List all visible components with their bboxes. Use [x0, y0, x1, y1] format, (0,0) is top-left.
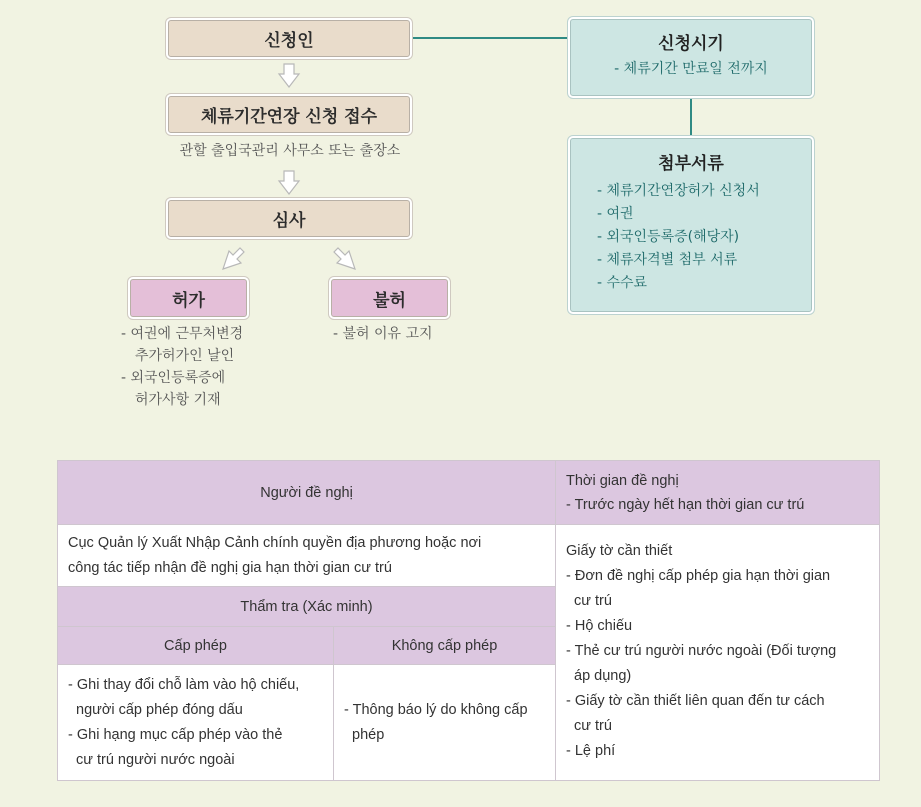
- docs-item: - Giấy tờ cần thiết liên quan đến tư cách: [566, 693, 825, 709]
- docs-item: cư trú: [574, 718, 612, 734]
- docs-item: - Thẻ cư trú người nước ngoài (Đối tượng: [566, 643, 837, 659]
- document-item: - 외국인등록증(해당자): [597, 229, 740, 245]
- connector-line: [690, 96, 692, 138]
- time-item: - Trước ngày hết hạn thời gian cư trú: [566, 496, 805, 513]
- approve-note-line: - 외국인등록증에: [121, 370, 226, 386]
- application-period-box: [570, 19, 812, 96]
- approve-actions-cell: [58, 665, 334, 781]
- deny-box: [331, 279, 448, 317]
- approve-note-line: - 여권에 근무처변경: [121, 326, 244, 342]
- approve-box: [130, 279, 247, 317]
- deny-label: 불허: [373, 290, 406, 311]
- documents-title: 첨부서류: [658, 154, 724, 174]
- required-documents-box: [570, 138, 812, 312]
- approve-note-line: 허가사항 기재: [135, 392, 221, 408]
- docs-title: Giấy tờ cần thiết: [566, 543, 673, 559]
- docs-item: - Hộ chiếu: [566, 618, 633, 634]
- diagonal-arrow-left-icon: [220, 248, 246, 272]
- document-item: - 여권: [597, 206, 634, 222]
- period-title: 신청시기: [658, 34, 724, 54]
- agency-line: công tác tiếp nhận đề nghị gia hạn thời gian cư trú: [68, 559, 392, 576]
- applicant-header: Người đề nghị: [58, 461, 556, 525]
- review-header: Thẩm tra (Xác minh): [58, 587, 556, 627]
- application-time-cell: [556, 461, 880, 525]
- approve-label: 허가: [172, 290, 205, 311]
- diagonal-arrow-right-icon: [332, 248, 358, 272]
- docs-item: - Đơn đề nghị cấp phép gia hạn thời gian: [566, 568, 831, 584]
- approve-action: người cấp phép đóng dấu: [76, 701, 243, 718]
- receipt-box: [168, 96, 410, 133]
- connector-line: [410, 37, 570, 39]
- document-item: - 수수료: [597, 275, 648, 291]
- docs-item: cư trú: [574, 593, 612, 609]
- review-box: [168, 200, 410, 237]
- approve-action: cư trú người nước ngoài: [76, 751, 235, 768]
- approve-note-line: 추가허가인 날인: [135, 348, 235, 364]
- required-docs-cell: [556, 525, 880, 781]
- deny-action: phép: [352, 726, 385, 743]
- applicant-label: 신청인: [264, 31, 314, 51]
- time-title: Thời gian đề nghị: [566, 472, 679, 489]
- receipt-note: 관할 출입국관리 사무소 또는 출장소: [179, 143, 401, 159]
- document-item: - 체류기간연장허가 신청서: [597, 183, 760, 199]
- approve-action: - Ghi hạng mục cấp phép vào thẻ: [68, 726, 283, 743]
- vietnamese-flow-table: [57, 460, 880, 781]
- deny-actions-cell: [334, 665, 556, 781]
- deny-action: - Thông báo lý do không cấp: [344, 701, 528, 718]
- applicant-box: [168, 20, 410, 57]
- docs-item: áp dụng): [574, 668, 632, 684]
- receipt-label: 체류기간연장 신청 접수: [200, 107, 378, 127]
- review-label: 심사: [272, 211, 306, 231]
- document-item: - 체류자격별 첨부 서류: [597, 252, 738, 268]
- agency-line: Cục Quản lý Xuất Nhập Cảnh chính quyền địa phương hoặc nơi: [68, 534, 482, 551]
- docs-item: - Lệ phí: [566, 743, 616, 759]
- deny-header: Không cấp phép: [334, 627, 556, 665]
- down-arrow-icon: [278, 170, 300, 196]
- period-item: - 체류기간 만료일 전까지: [614, 61, 768, 77]
- approve-notes: [121, 323, 311, 411]
- deny-note: - 불허 이유 고지: [333, 326, 433, 342]
- receiving-agency-cell: [58, 525, 556, 587]
- approve-action: - Ghi thay đổi chỗ làm vào hộ chiếu,: [68, 676, 300, 693]
- down-arrow-icon: [278, 63, 300, 89]
- approve-header: Cấp phép: [58, 627, 334, 665]
